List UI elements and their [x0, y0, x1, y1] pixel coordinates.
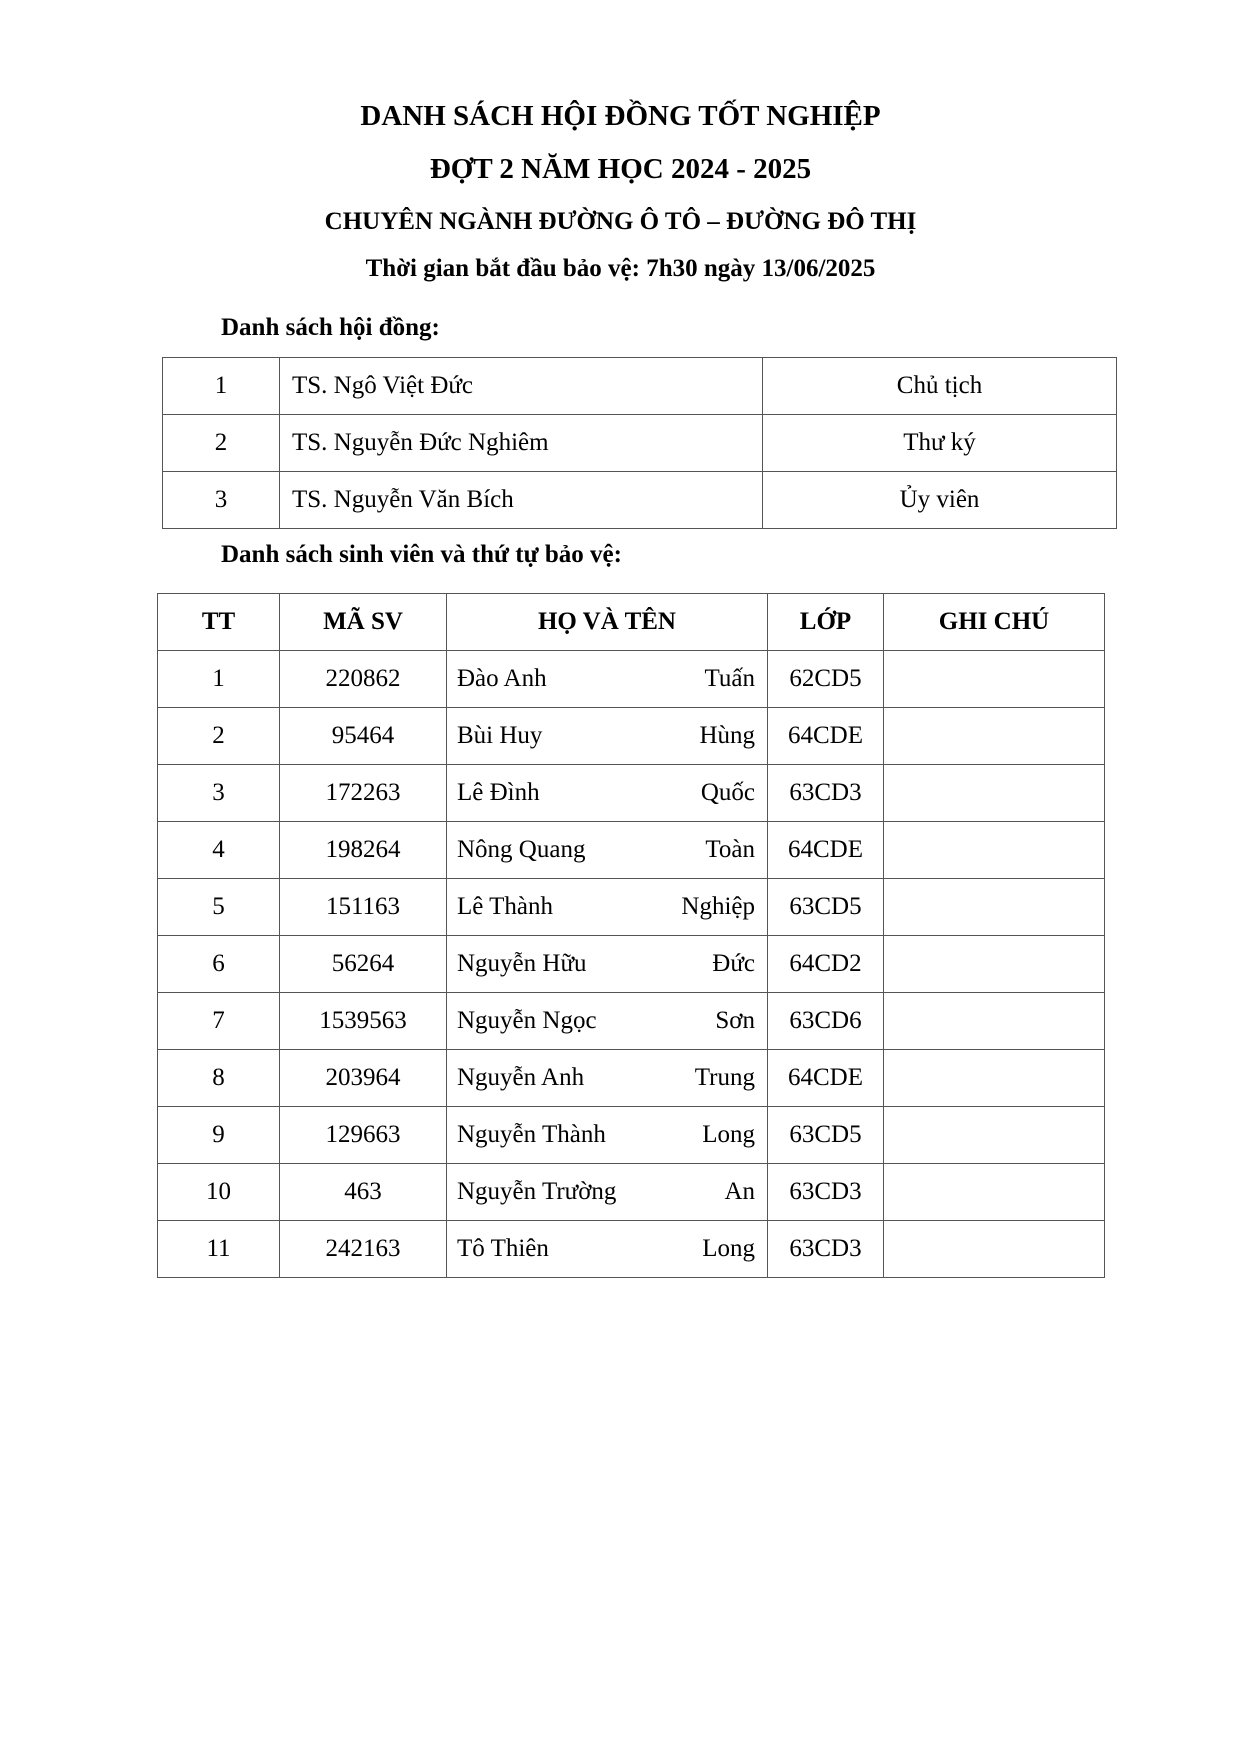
student-full-name [447, 1107, 768, 1164]
students-heading: Danh sách sinh viên và thứ tự bảo vệ: [221, 541, 622, 568]
student-note [884, 765, 1105, 822]
council-member-role: Chủ tịch [763, 358, 1117, 415]
student-surname: Tô Thiên [457, 1235, 549, 1262]
student-given-name: An [724, 1178, 755, 1205]
student-order: 4 [158, 822, 280, 879]
student-note [884, 1164, 1105, 1221]
council-heading: Danh sách hội đồng: [221, 314, 440, 341]
student-note [884, 879, 1105, 936]
student-full-name [447, 651, 768, 708]
student-id: 220862 [280, 651, 447, 708]
student-full-name [447, 936, 768, 993]
council-row [163, 358, 1117, 415]
document-subtitle-major: CHUYÊN NGÀNH ĐƯỜNG Ô TÔ – ĐƯỜNG ĐÔ THỊ [324, 208, 917, 235]
student-row [158, 1050, 1105, 1107]
council-row [163, 415, 1117, 472]
column-header-ho-va-ten: HỌ VÀ TÊN [447, 594, 768, 651]
student-given-name: Sơn [715, 1007, 755, 1034]
council-number: 1 [163, 358, 280, 415]
student-given-name: Long [702, 1121, 755, 1148]
student-order: 9 [158, 1107, 280, 1164]
student-surname: Nguyễn Ngọc [457, 1007, 597, 1034]
student-note [884, 708, 1105, 765]
council-number: 2 [163, 415, 280, 472]
student-note [884, 822, 1105, 879]
student-note [884, 993, 1105, 1050]
student-order: 8 [158, 1050, 280, 1107]
column-header-ghi-chu: GHI CHÚ [884, 594, 1105, 651]
student-surname: Nguyễn Anh [457, 1064, 585, 1091]
student-surname: Bùi Huy [457, 722, 543, 749]
column-header-ma-sv: MÃ SV [280, 594, 447, 651]
student-id: 198264 [280, 822, 447, 879]
student-full-name [447, 879, 768, 936]
student-given-name: Tuấn [704, 665, 755, 692]
student-given-name: Nghiệp [681, 893, 755, 920]
student-order: 11 [158, 1221, 280, 1278]
student-note [884, 1221, 1105, 1278]
student-class: 63CD3 [768, 1221, 884, 1278]
student-row [158, 1221, 1105, 1278]
student-full-name [447, 993, 768, 1050]
student-row [158, 822, 1105, 879]
student-order: 5 [158, 879, 280, 936]
student-class: 62CD5 [768, 651, 884, 708]
document-subtitle-period: ĐỢT 2 NĂM HỌC 2024 - 2025 [429, 153, 812, 185]
student-surname: Lê Đình [457, 779, 540, 806]
students-table [157, 593, 1105, 1278]
student-class: 63CD5 [768, 879, 884, 936]
student-full-name [447, 1164, 768, 1221]
council-member-name: TS. Nguyễn Đức Nghiêm [280, 415, 763, 472]
student-note [884, 936, 1105, 993]
student-given-name: Quốc [700, 779, 755, 806]
student-id: 242163 [280, 1221, 447, 1278]
student-surname: Đào Anh [457, 665, 547, 692]
student-order: 10 [158, 1164, 280, 1221]
student-full-name [447, 708, 768, 765]
student-id: 95464 [280, 708, 447, 765]
student-row [158, 936, 1105, 993]
student-full-name [447, 765, 768, 822]
student-id: 203964 [280, 1050, 447, 1107]
student-row [158, 879, 1105, 936]
student-surname: Lê Thành [457, 893, 554, 920]
student-id: 129663 [280, 1107, 447, 1164]
student-given-name: Toàn [705, 836, 755, 863]
student-given-name: Long [702, 1235, 755, 1262]
student-surname: Nguyễn Hữu [457, 950, 587, 977]
student-class: 63CD3 [768, 1164, 884, 1221]
council-member-role: Ủy viên [763, 472, 1117, 529]
student-row [158, 1107, 1105, 1164]
document-title: DANH SÁCH HỘI ĐỒNG TỐT NGHIỆP [360, 100, 881, 132]
council-member-name: TS. Ngô Việt Đức [280, 358, 763, 415]
student-class: 64CDE [768, 822, 884, 879]
student-order: 6 [158, 936, 280, 993]
student-class: 63CD5 [768, 1107, 884, 1164]
column-header-lop: LỚP [768, 594, 884, 651]
student-class: 64CDE [768, 1050, 884, 1107]
council-member-name: TS. Nguyễn Văn Bích [280, 472, 763, 529]
student-class: 63CD3 [768, 765, 884, 822]
council-table [162, 357, 1117, 529]
student-class: 63CD6 [768, 993, 884, 1050]
student-surname: Nông Quang [457, 836, 586, 863]
student-row [158, 708, 1105, 765]
student-surname: Nguyễn Thành [457, 1121, 606, 1148]
council-number: 3 [163, 472, 280, 529]
student-id: 1539563 [280, 993, 447, 1050]
student-id: 151163 [280, 879, 447, 936]
student-order: 2 [158, 708, 280, 765]
student-id: 463 [280, 1164, 447, 1221]
council-member-role: Thư ký [763, 415, 1117, 472]
student-row [158, 993, 1105, 1050]
student-given-name: Trung [694, 1064, 755, 1091]
student-class: 64CDE [768, 708, 884, 765]
defense-start-time: Thời gian bắt đầu bảo vệ: 7h30 ngày 13/06/2025 [365, 255, 876, 282]
council-row [163, 472, 1117, 529]
student-given-name: Đức [712, 950, 755, 977]
column-header-tt: TT [158, 594, 280, 651]
student-id: 172263 [280, 765, 447, 822]
student-row [158, 765, 1105, 822]
student-note [884, 1050, 1105, 1107]
student-surname: Nguyễn Trường [457, 1178, 617, 1205]
student-id: 56264 [280, 936, 447, 993]
student-order: 1 [158, 651, 280, 708]
student-order: 7 [158, 993, 280, 1050]
student-full-name [447, 1221, 768, 1278]
student-full-name [447, 822, 768, 879]
student-note [884, 1107, 1105, 1164]
student-order: 3 [158, 765, 280, 822]
student-full-name [447, 1050, 768, 1107]
student-row [158, 1164, 1105, 1221]
student-given-name: Hùng [699, 722, 755, 749]
student-row [158, 651, 1105, 708]
student-class: 64CD2 [768, 936, 884, 993]
student-note [884, 651, 1105, 708]
students-header-row [158, 594, 1105, 651]
